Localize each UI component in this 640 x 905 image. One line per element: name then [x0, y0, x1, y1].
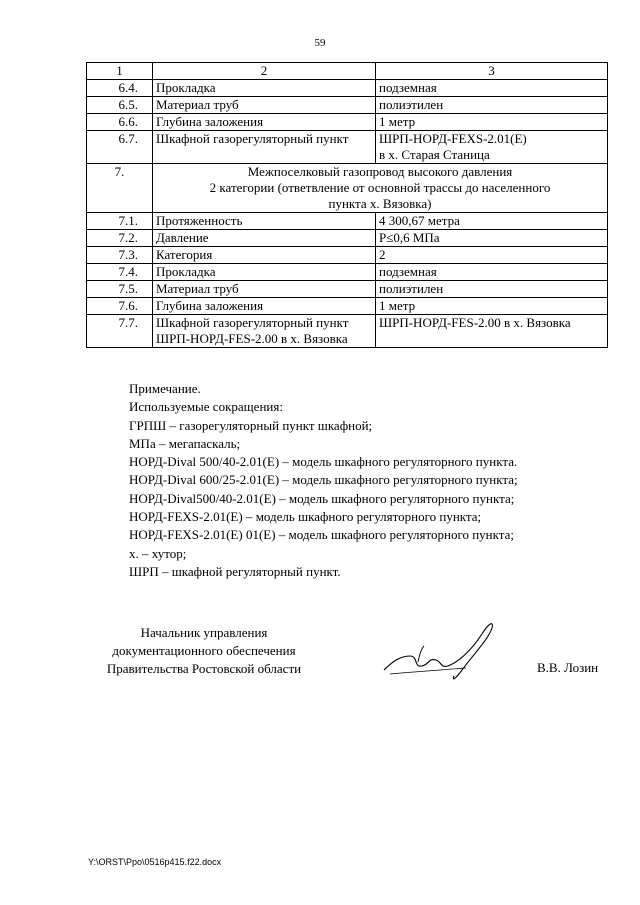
table-row — [87, 264, 608, 281]
row-number: 7.3. — [87, 247, 153, 264]
signature-icon — [370, 612, 510, 692]
notes-line: НОРД-Dival 600/25-2.01(Е) – модель шкафного регуляторного пункта; — [129, 472, 518, 488]
row-parameter: Материал труб — [153, 281, 376, 298]
notes-line: МПа – мегапаскаль; — [129, 435, 241, 451]
notes-block — [129, 380, 518, 581]
header-cell: 2 — [153, 63, 376, 80]
notes-line: ГРПШ – газорегуляторный пункт шкафной; — [129, 417, 373, 433]
page-number: 59 — [314, 37, 326, 49]
header-cell: 3 — [376, 63, 608, 80]
signatory-line: Правительства Ростовской области — [106, 661, 302, 676]
row-number: 6.7. — [87, 131, 153, 164]
row-parameter-line: Шкафной газорегуляторный пункт — [156, 315, 349, 330]
row-number: 7.1. — [87, 213, 153, 230]
section-number: 7. — [87, 164, 153, 213]
section-title — [153, 164, 608, 213]
table-row — [87, 315, 608, 348]
row-number: 7.6. — [87, 298, 153, 315]
notes-line: НОРД-Dival 500/40-2.01(Е) – модель шкафного регуляторного пункта. — [129, 454, 518, 470]
table-row — [87, 114, 608, 131]
row-value: 4 300,67 метра — [376, 213, 608, 230]
row-parameter-line: ШРП-НОРД-FES-2.00 в х. Вязовка — [156, 331, 348, 346]
notes-line: х. – хутор; — [129, 545, 187, 561]
row-parameter: Прокладка — [153, 80, 376, 97]
notes-title: Примечание. — [129, 381, 201, 396]
notes-line: НОРД-FEXS-2.01(Е) 01(Е) – модель шкафного регуляторного пункта; — [129, 527, 514, 543]
row-value: ШРП-НОРД-FES-2.00 в х. Вязовка — [376, 315, 608, 348]
table-row — [87, 131, 608, 164]
row-number: 7.2. — [87, 230, 153, 247]
section-row — [87, 164, 608, 213]
table-row — [87, 230, 608, 247]
signatory-title — [88, 624, 320, 678]
row-parameter: Категория — [153, 247, 376, 264]
table-row — [87, 298, 608, 315]
row-value: 1 метр — [376, 298, 608, 315]
signatory-name: В.В. Лозин — [537, 660, 599, 675]
row-parameter: Шкафной газорегуляторный пункт — [153, 131, 376, 164]
section-title-line: пункта х. Вязовка) — [328, 196, 432, 211]
row-number: 7.4. — [87, 264, 153, 281]
row-value: полиэтилен — [376, 281, 608, 298]
table-row — [87, 97, 608, 114]
notes-line: НОРД-Dival500/40-2.01(Е) – модель шкафного регуляторного пункта; — [129, 490, 515, 506]
section-title-line: 2 категории (ответвление от основной трассы до населенного — [209, 180, 551, 195]
row-value: полиэтилен — [376, 97, 608, 114]
row-value: подземная — [376, 264, 608, 281]
row-parameter: Протяженность — [153, 213, 376, 230]
row-parameter — [153, 315, 376, 348]
row-number: 7.5. — [87, 281, 153, 298]
header-cell: 1 — [87, 63, 153, 80]
table-row — [87, 80, 608, 97]
row-number: 7.7. — [87, 315, 153, 348]
row-value: 1 метр — [376, 114, 608, 131]
section-title-line: Межпоселковый газопровод высокого давления — [247, 164, 513, 179]
notes-line: ШРП – шкафной регуляторный пункт. — [129, 563, 341, 579]
spec-table — [86, 62, 608, 348]
row-number: 6.4. — [87, 80, 153, 97]
row-parameter: Давление — [153, 230, 376, 247]
table-header-row — [87, 63, 608, 80]
row-value-line: в х. Старая Станица — [379, 147, 490, 162]
footer-file-path: Y:\ORST\Ppo\0516p415.f22.docx — [88, 857, 222, 867]
row-value: подземная — [376, 80, 608, 97]
row-parameter: Прокладка — [153, 264, 376, 281]
row-parameter: Глубина заложения — [153, 298, 376, 315]
notes-line: НОРД-FEXS-2.01(Е) – модель шкафного регуляторного пункта; — [129, 509, 482, 525]
signatory-line: документационного обеспечения — [112, 643, 296, 658]
row-value: 2 — [376, 247, 608, 264]
table-row — [87, 281, 608, 298]
notes-line: Используемые сокращения: — [129, 399, 283, 415]
table-row — [87, 247, 608, 264]
row-parameter: Глубина заложения — [153, 114, 376, 131]
row-value-line: ШРП-НОРД-FEXS-2.01(Е) — [379, 131, 527, 146]
row-value — [376, 131, 608, 164]
row-parameter: Материал труб — [153, 97, 376, 114]
row-number: 6.6. — [87, 114, 153, 131]
signatory-line: Начальник управления — [140, 625, 268, 640]
row-value: Р≤0,6 МПа — [376, 230, 608, 247]
table-row — [87, 213, 608, 230]
row-number: 6.5. — [87, 97, 153, 114]
